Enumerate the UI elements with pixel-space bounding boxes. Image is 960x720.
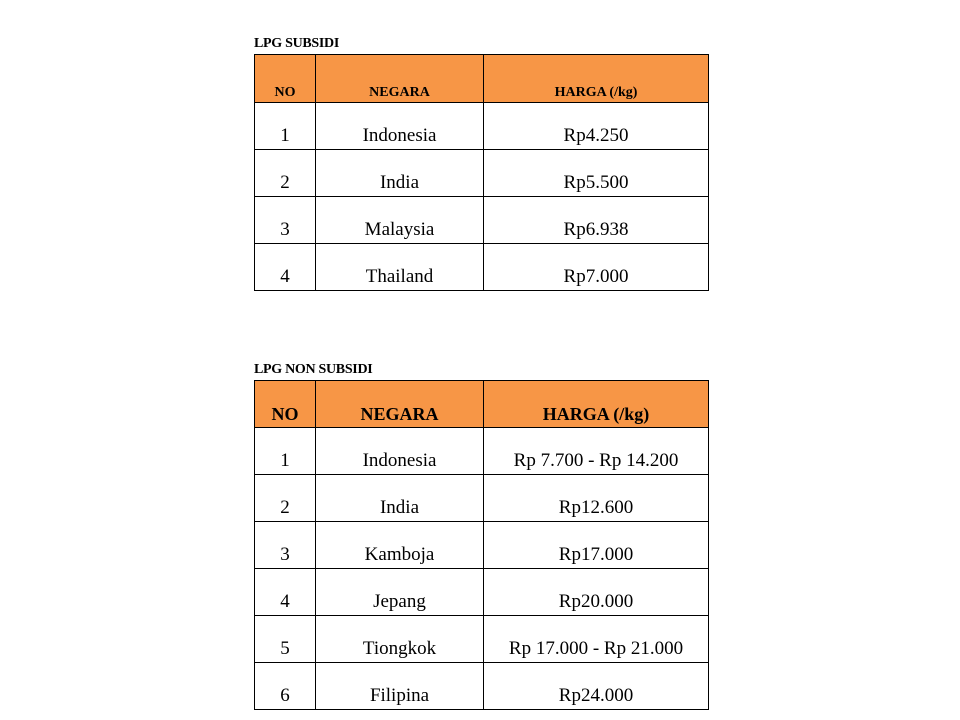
- cell-no: 4: [255, 244, 316, 291]
- cell-negara: Malaysia: [316, 197, 484, 244]
- header-harga: HARGA (/kg): [484, 381, 709, 428]
- lpg-subsidi-table: [254, 54, 709, 291]
- lpg-non-subsidi-table: [254, 380, 709, 710]
- cell-harga: Rp4.250: [484, 103, 709, 150]
- cell-negara: India: [316, 150, 484, 197]
- header-no: NO: [255, 55, 316, 103]
- header-negara: NEGARA: [316, 381, 484, 428]
- cell-harga: Rp17.000: [484, 522, 709, 569]
- table-row: [255, 475, 709, 522]
- header-negara: NEGARA: [316, 55, 484, 103]
- cell-harga: Rp20.000: [484, 569, 709, 616]
- cell-negara: India: [316, 475, 484, 522]
- cell-harga: Rp 17.000 - Rp 21.000: [484, 616, 709, 663]
- cell-negara: Jepang: [316, 569, 484, 616]
- table-row: [255, 616, 709, 663]
- cell-negara: Thailand: [316, 244, 484, 291]
- cell-harga: Rp12.600: [484, 475, 709, 522]
- header-no: NO: [255, 381, 316, 428]
- header-harga: HARGA (/kg): [484, 55, 709, 103]
- cell-negara: Tiongkok: [316, 616, 484, 663]
- cell-negara: Indonesia: [316, 428, 484, 475]
- cell-negara: Kamboja: [316, 522, 484, 569]
- cell-harga: Rp24.000: [484, 663, 709, 710]
- cell-harga: Rp6.938: [484, 197, 709, 244]
- table-row: [255, 103, 709, 150]
- cell-negara: Filipina: [316, 663, 484, 710]
- cell-no: 4: [255, 569, 316, 616]
- cell-harga: Rp5.500: [484, 150, 709, 197]
- table-row: [255, 197, 709, 244]
- table-row: [255, 663, 709, 710]
- table-header-row: [255, 55, 709, 103]
- cell-harga: Rp7.000: [484, 244, 709, 291]
- cell-negara: Indonesia: [316, 103, 484, 150]
- cell-no: 2: [255, 475, 316, 522]
- cell-no: 1: [255, 103, 316, 150]
- table-row: [255, 522, 709, 569]
- cell-no: 3: [255, 197, 316, 244]
- table-row: [255, 244, 709, 291]
- cell-no: 6: [255, 663, 316, 710]
- cell-no: 3: [255, 522, 316, 569]
- lpg-non-subsidi-title: LPG NON SUBSIDI: [254, 362, 373, 377]
- table-row: [255, 150, 709, 197]
- cell-no: 2: [255, 150, 316, 197]
- table-header-row: [255, 381, 709, 428]
- cell-no: 5: [255, 616, 316, 663]
- table-row: [255, 428, 709, 475]
- cell-harga: Rp 7.700 - Rp 14.200: [484, 428, 709, 475]
- table-row: [255, 569, 709, 616]
- cell-no: 1: [255, 428, 316, 475]
- lpg-subsidi-title: LPG SUBSIDI: [254, 36, 340, 51]
